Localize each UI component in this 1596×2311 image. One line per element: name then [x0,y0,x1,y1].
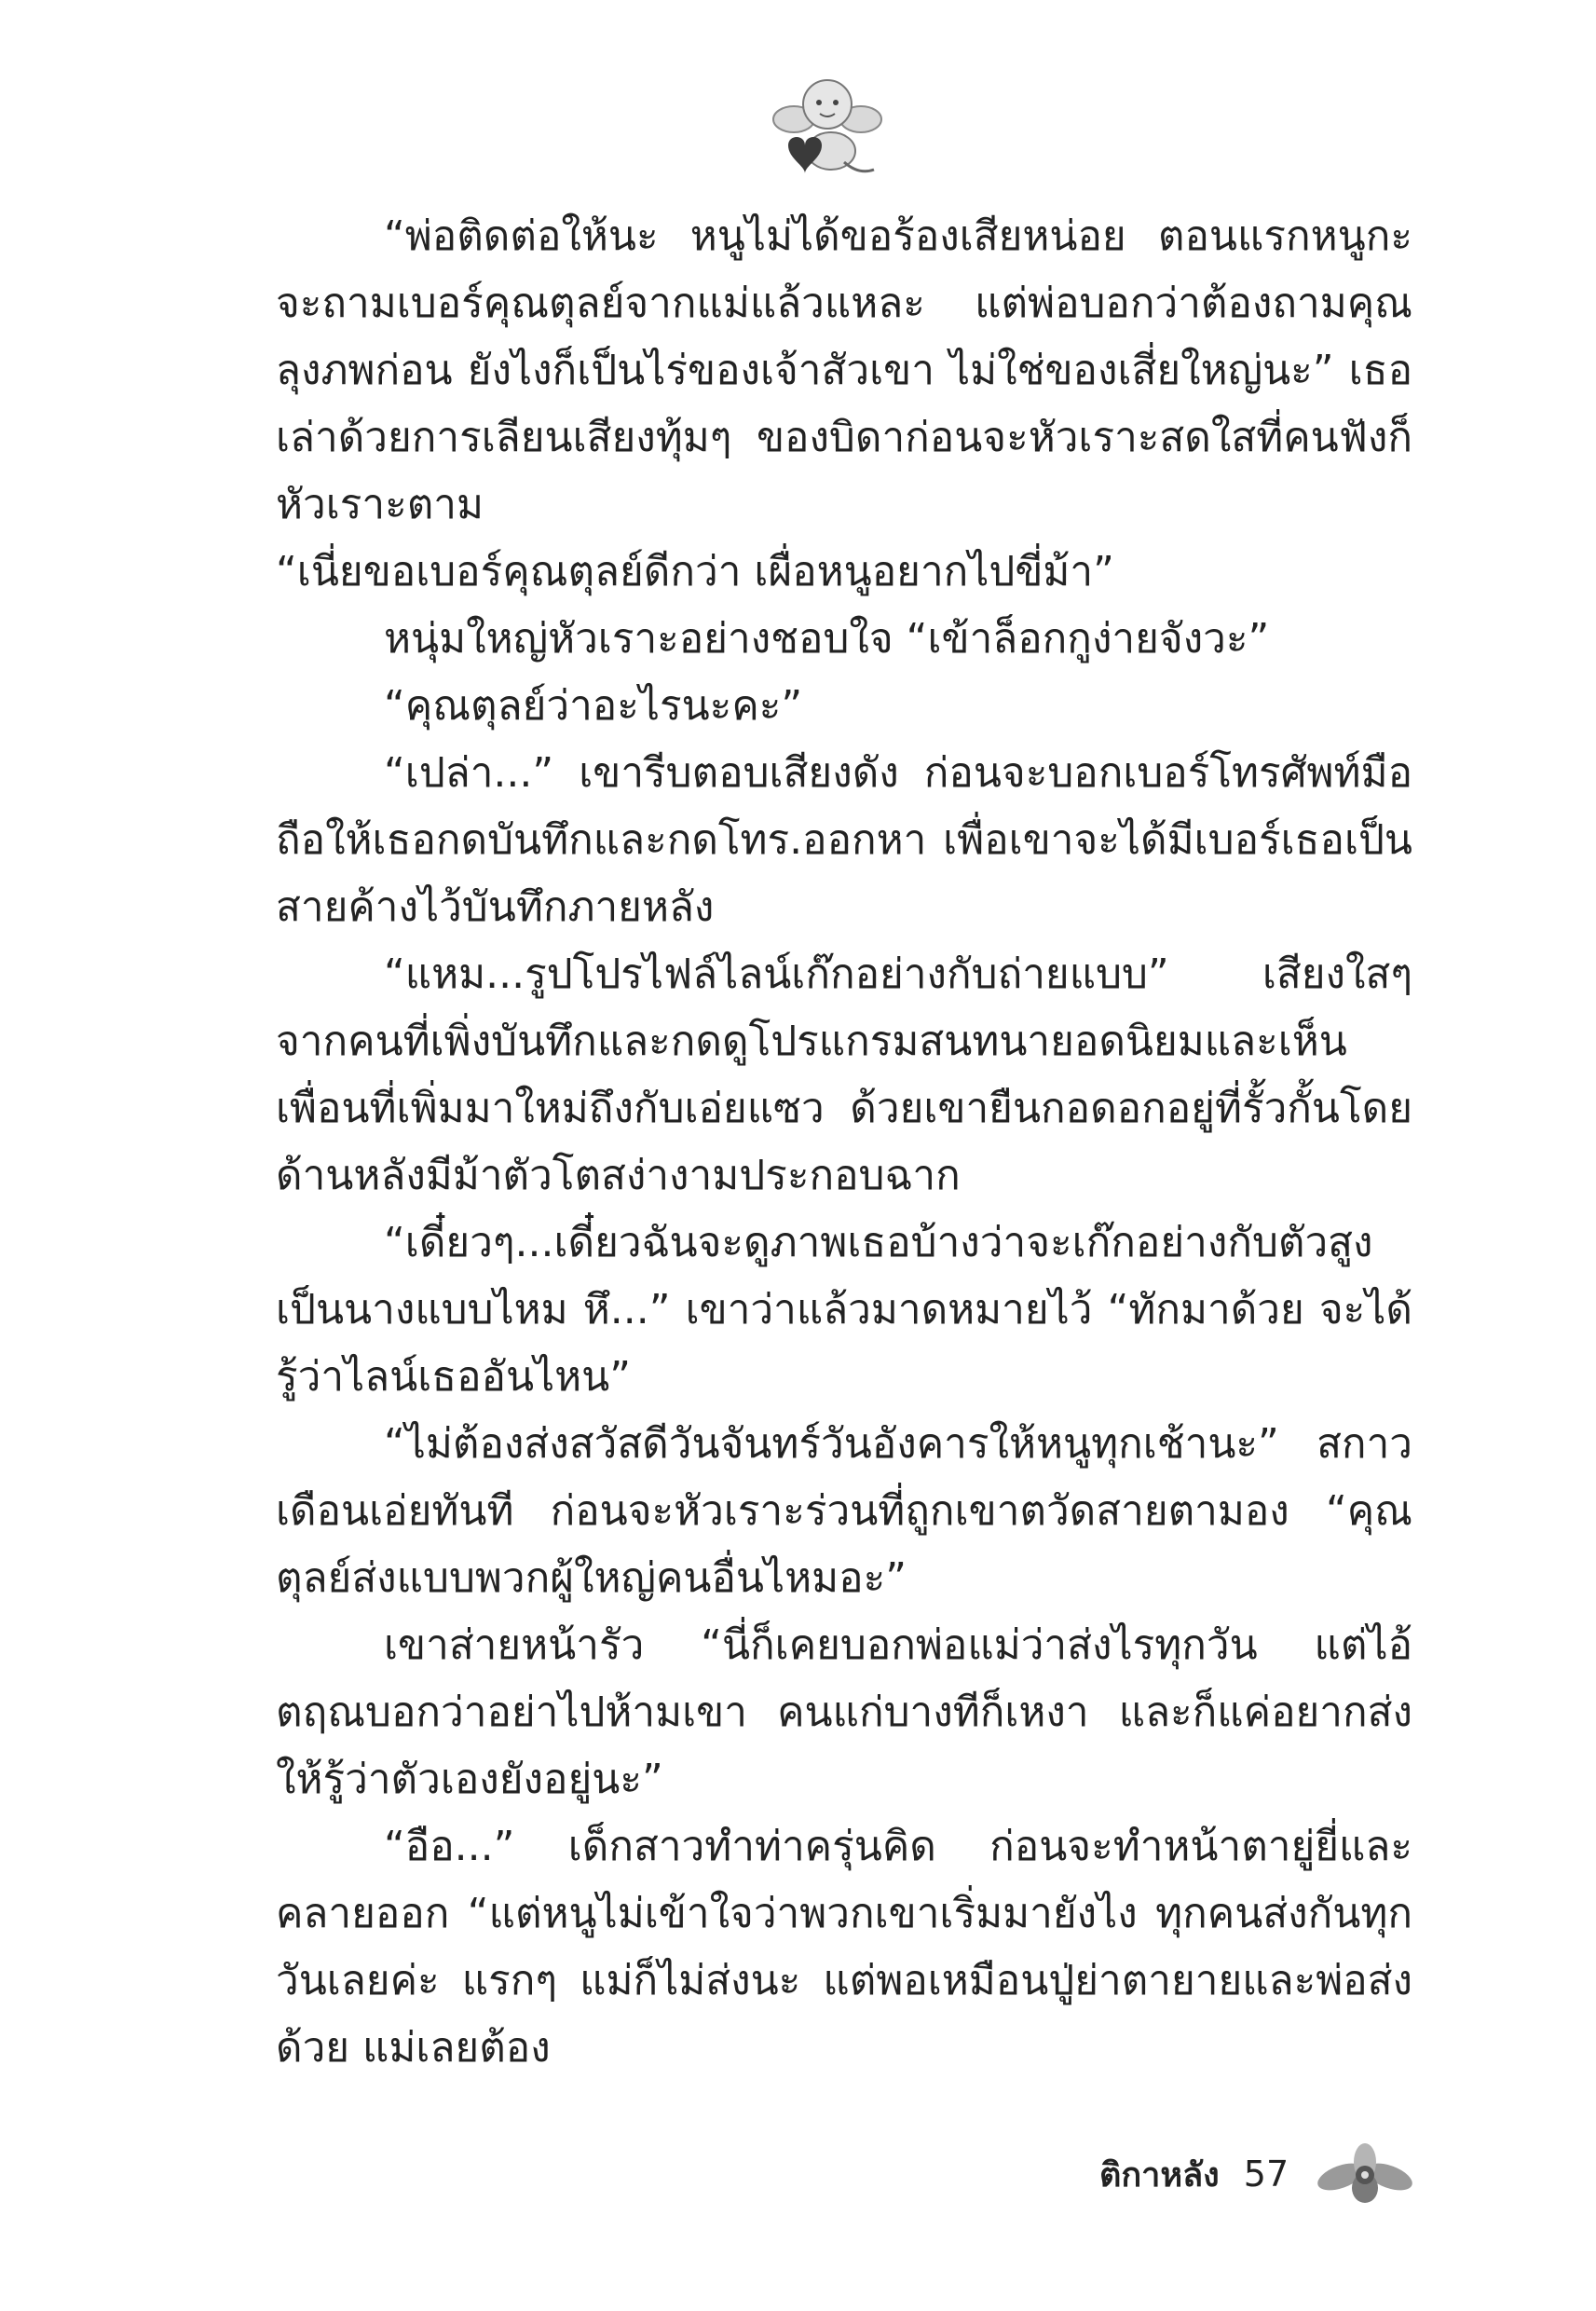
paragraph: เขาส่ายหน้ารัว “นี่ก็เคยบอกพ่อแม่ว่าส่งไรทุกวัน แต่ไอ้ตฤณบอกว่าอย่าไปห้ามเขา คนแก่บางทีก็เหงา และก็แค่อยากส่งให้รู้ว่าตัวเองยังอยู่นะ” [276,1621,1412,1803]
page-number: 57 [1243,2154,1289,2195]
book-title: ติกาหลัง [1099,2155,1220,2195]
page-footer [1099,2141,1415,2207]
paragraph: หนุ่มใหญ่หัวเราะอย่างชอบใจ “เข้าล็อกกูง่ายจังวะ” [384,615,1270,663]
paragraph: “เดี๋ยวๆ...เดี๋ยวฉันจะดูภาพเธอบ้างว่าจะเก๊กอย่างกับตัวสูงเป็นนางแบบไหม หึ...” เขาว่าแล้วมาดหมายไว้ “ทักมาด้วย จะได้รู้ว่าไลน์เธออันไหน” [276,1219,1412,1401]
flower-ornament-icon [1313,2141,1415,2207]
paragraph: “พ่อติดต่อให้นะ หนูไม่ได้ขอร้องเสียหน่อย ตอนแรกหนูกะจะถามเบอร์คุณตุลย์จากแม่แล้วแหละ แต่พ่อบอกว่าต้องถามคุณลุงภพก่อน ยังไงก็เป็นไร่ของเจ้าสัวเขา ไม่ใช่ของเสี่ยใหญ่นะ” เธอเล่าด้วยการเลียนเสียงทุ้มๆ ของบิดาก่อนจะหัวเราะสดใสที่คนฟังก็หัวเราะตาม [276,212,1412,528]
paragraph: “คุณตุลย์ว่าอะไรนะคะ” [384,682,803,730]
cherub-with-heart-icon [766,65,887,186]
paragraph: “แหม...รูปโปรไฟล์ไลน์เก๊กอย่างกับถ่ายแบบ” เสียงใสๆ จากคนที่เพิ่งบันทึกและกดดูโปรแกรมสนทนายอดนิยมและเห็นเพื่อนที่เพิ่มมาใหม่ถึงกับเอ่ยแซว ด้วยเขายืนกอดอกอยู่ที่รั้วกั้นโดยด้านหลังมีม้าตัวโตสง่างามประกอบฉาก [276,950,1412,1199]
story-body [276,203,1412,2082]
paragraph: “อือ...” เด็กสาวทำท่าครุ่นคิด ก่อนจะทำหน้าตายู่ยี่และคลายออก “แต่หนูไม่เข้าใจว่าพวกเขาเริ่มมายังไง ทุกคนส่งกันทุกวันเลยค่ะ แรกๆ แม่ก็ไม่ส่งนะ แต่พอเหมือนปู่ย่าตายายและพ่อส่งด้วย แม่เลยต้อง [276,1823,1412,2072]
paragraph: “ไม่ต้องส่งสวัสดีวันจันทร์วันอังคารให้หนูทุกเช้านะ” สกาวเดือนเอ่ยทันที ก่อนจะหัวเราะร่วนที่ถูกเขาตวัดสายตามอง “คุณตุลย์ส่งแบบพวกผู้ใหญ่คนอื่นไหมอะ” [276,1420,1412,1602]
paragraph: “เปล่า...” เขารีบตอบเสียงดัง ก่อนจะบอกเบอร์โทรศัพท์มือถือให้เธอกดบันทึกและกดโทร.ออกหา เพื่อเขาจะได้มีเบอร์เธอเป็นสายค้างไว้บันทึกภายหลัง [276,749,1412,931]
paragraph: “เนี่ยขอเบอร์คุณตุลย์ดีกว่า เผื่อหนูอยากไปขี่ม้า” [276,548,1114,595]
